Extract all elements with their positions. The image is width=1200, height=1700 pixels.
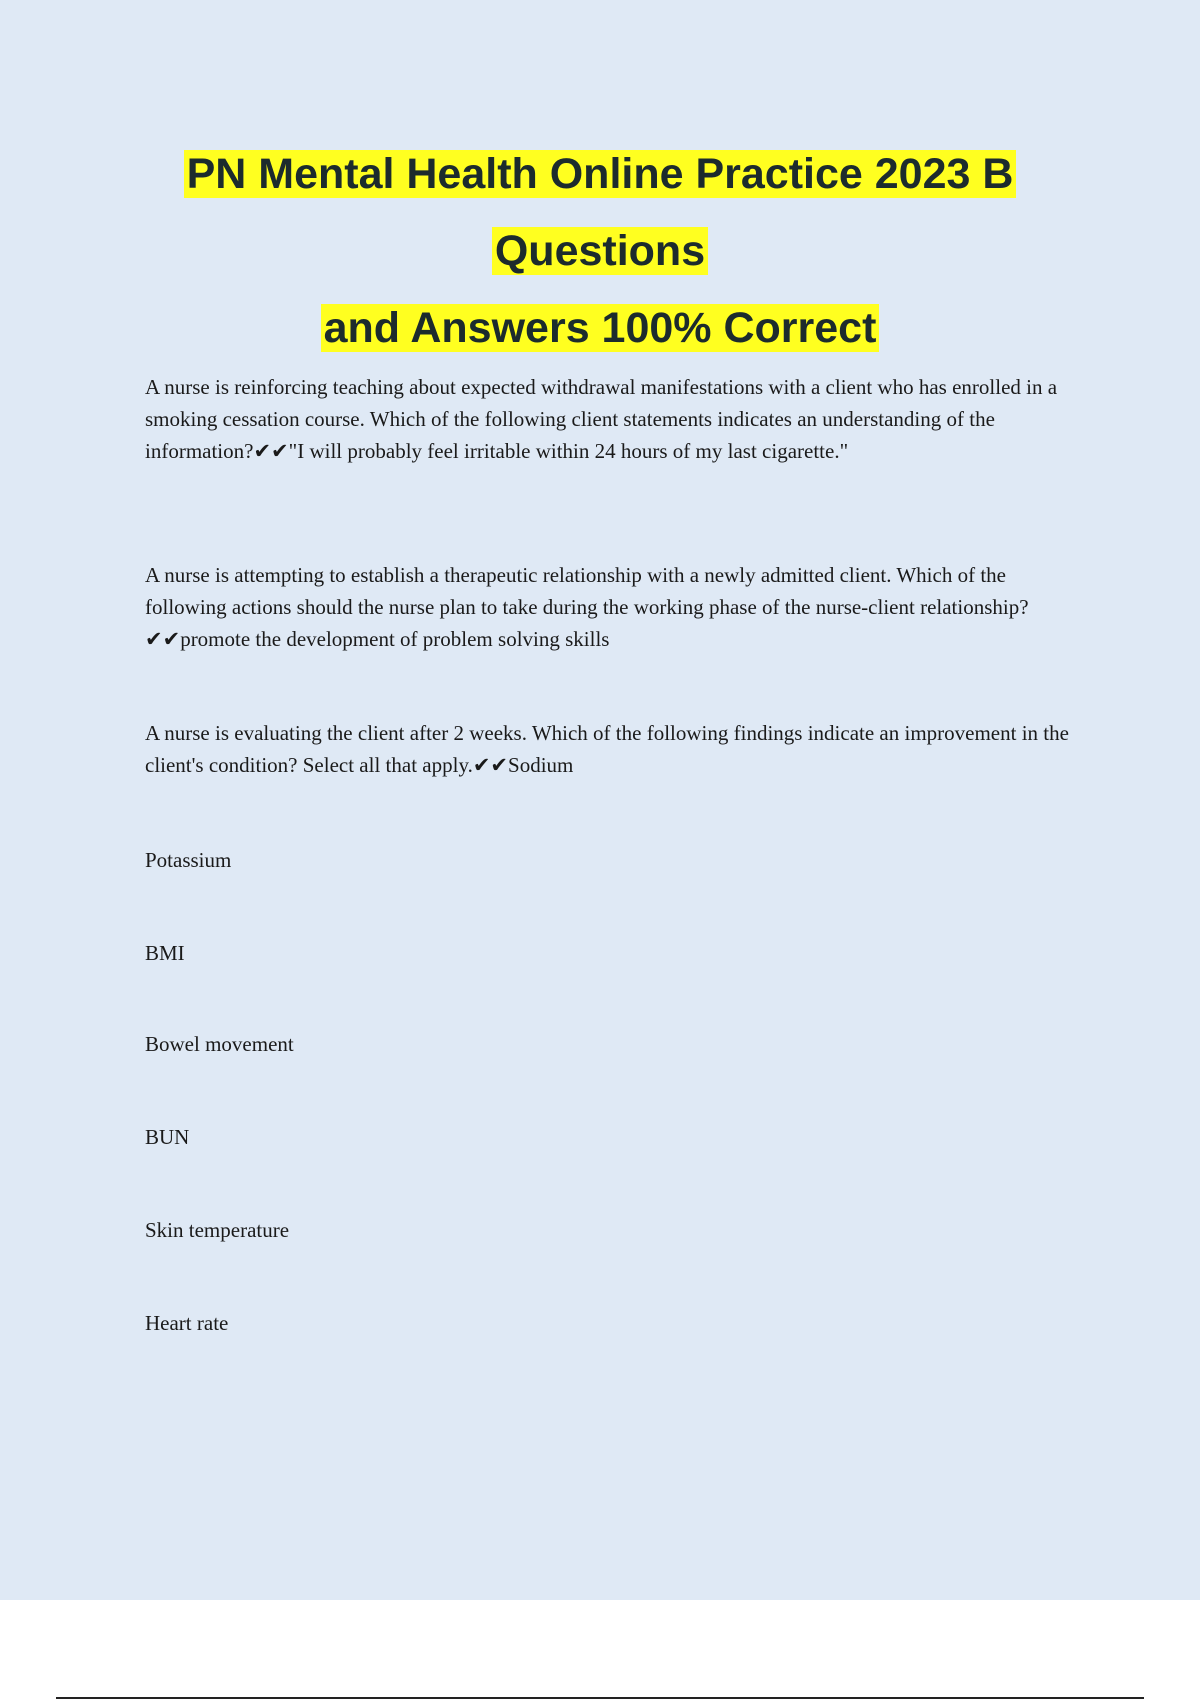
answer-option-heart-rate: Heart rate <box>145 1311 229 1335</box>
footer-divider <box>56 1697 1144 1699</box>
answer-option-bowel-movement: Bowel movement <box>145 1032 294 1056</box>
document-title <box>0 136 1200 367</box>
question-2: A nurse is attempting to establish a therapeutic relationship with a newly admitted client. Which of the following actions should the nurse plan to take during the working phase of the nurse-client relationship?✔✔promote the development of problem solving skills <box>145 563 1029 651</box>
title-line-1: PN Mental Health Online Practice 2023 B <box>0 136 1200 213</box>
question-1: A nurse is reinforcing teaching about expected withdrawal manifestations with a client who has enrolled in a smoking cessation course. Which of the following client statements indicates an understanding of the information?✔✔"I will probably feel irritable within 24 hours of my last cigarette." <box>145 375 1058 463</box>
title-line-2: Questions <box>0 213 1200 290</box>
question-3: A nurse is evaluating the client after 2 weeks. Which of the following findings indicate an improvement in the client's condition? Select all that apply.✔✔Sodium <box>145 721 1069 777</box>
answer-option-bun: BUN <box>145 1125 190 1149</box>
answer-option-skin-temperature: Skin temperature <box>145 1218 290 1242</box>
title-line-3: and Answers 100% Correct <box>0 290 1200 367</box>
answer-option-bmi: BMI <box>145 941 185 965</box>
answer-option-potassium: Potassium <box>145 848 232 872</box>
